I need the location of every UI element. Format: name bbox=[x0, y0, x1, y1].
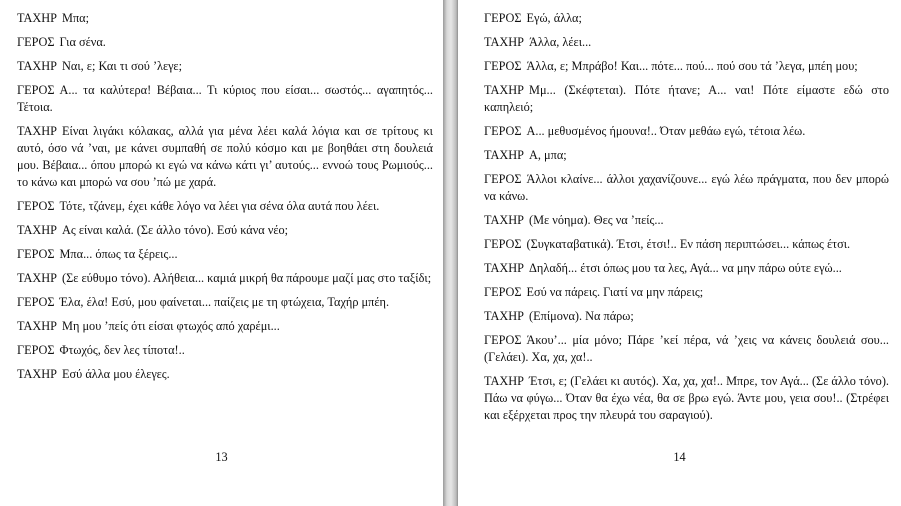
speech-text: Άκου’... μία μόνο; Πάρε ’κεί πέρα, νά ’χεις να κάνεις δουλειά σου... (Γελάει). Χα, χα, χα!.. bbox=[484, 333, 889, 364]
dialogue-line bbox=[484, 260, 889, 277]
speech-text: Εγώ, άλλα; bbox=[526, 11, 582, 25]
speaker-name: ΤΑΧΗΡ bbox=[484, 83, 525, 97]
dialogue-line bbox=[484, 58, 889, 75]
speech-text: (Με νόημα). Θες να ’πείς... bbox=[529, 213, 664, 227]
dialogue-line bbox=[17, 58, 433, 75]
speaker-name: ΤΑΧΗΡ bbox=[17, 124, 58, 138]
left-page-body bbox=[17, 10, 433, 383]
speaker-name: ΓΕΡΟΣ bbox=[17, 343, 55, 357]
speech-text: Ναι, ε; Και τι σού ’λεγε; bbox=[62, 59, 182, 73]
speech-text: Μη μου ’πείς ότι είσαι φτωχός από χαρέμι... bbox=[62, 319, 280, 333]
speech-text: Φτωχός, δεν λες τίποτα!.. bbox=[59, 343, 185, 357]
speech-text: Άλλοι κλαίνε... άλλοι χαχανίζουνε... εγώ λέω πράγματα, που δεν μπορώ να κάνω. bbox=[484, 172, 889, 203]
dialogue-line bbox=[17, 34, 433, 51]
page-number: 13 bbox=[215, 450, 228, 464]
speech-text: Α, μπα; bbox=[529, 148, 567, 162]
dialogue-line bbox=[17, 342, 433, 359]
page-13 bbox=[0, 0, 443, 506]
speaker-name: ΤΑΧΗΡ bbox=[17, 223, 58, 237]
speech-text: (Σε εύθυμο τόνο). Αλήθεια... καμιά μικρή θα πάρουμε μαζί μας στο ταξίδι; bbox=[62, 271, 432, 285]
speech-text: Μπα... όπως τα ξέρεις... bbox=[59, 247, 178, 261]
speech-text: (Επίμονα). Να πάρω; bbox=[529, 309, 634, 323]
speaker-name: ΓΕΡΟΣ bbox=[484, 124, 522, 138]
speech-text: Έλα, έλα! Εσύ, μου φαίνεται... παίζεις με τη φτώχεια, Ταχήρ μπέη. bbox=[59, 295, 390, 309]
speech-text: Ας είναι καλά. (Σε άλλο τόνο). Εσύ κάνα νέο; bbox=[62, 223, 289, 237]
speaker-name: ΤΑΧΗΡ bbox=[484, 213, 525, 227]
speaker-name: ΓΕΡΟΣ bbox=[17, 247, 55, 261]
speaker-name: ΓΕΡΟΣ bbox=[484, 237, 522, 251]
speaker-name: ΤΑΧΗΡ bbox=[17, 367, 58, 381]
speaker-name: ΤΑΧΗΡ bbox=[17, 11, 58, 25]
dialogue-line bbox=[17, 82, 433, 116]
dialogue-line bbox=[484, 212, 889, 229]
dialogue-line bbox=[17, 366, 433, 383]
speaker-name: ΓΕΡΟΣ bbox=[17, 35, 55, 49]
speaker-name: ΤΑΧΗΡ bbox=[484, 261, 525, 275]
dialogue-line bbox=[17, 10, 433, 27]
dialogue-line bbox=[484, 171, 889, 205]
right-page-body bbox=[484, 10, 889, 424]
dialogue-line bbox=[484, 82, 889, 116]
speaker-name: ΤΑΧΗΡ bbox=[17, 271, 58, 285]
speaker-name: ΓΕΡΟΣ bbox=[484, 59, 522, 73]
speaker-name: ΓΕΡΟΣ bbox=[484, 172, 522, 186]
dialogue-line bbox=[17, 222, 433, 239]
speech-text: Μπα; bbox=[62, 11, 90, 25]
speaker-name: ΤΑΧΗΡ bbox=[484, 374, 525, 388]
speech-text: Άλλα, ε; Μπράβο! Και... πότε... πού... πού σου τά ’λεγα, μπέη μου; bbox=[526, 59, 858, 73]
speaker-name: ΓΕΡΟΣ bbox=[484, 11, 522, 25]
dialogue-line bbox=[484, 10, 889, 27]
page-number: 14 bbox=[673, 450, 686, 464]
speech-text: (Συγκαταβατικά). Έτσι, έτσι!.. Εν πάση περιπτώσει... κάπως έτσι. bbox=[526, 237, 851, 251]
speaker-name: ΤΑΧΗΡ bbox=[484, 148, 525, 162]
speaker-name: ΓΕΡΟΣ bbox=[484, 285, 522, 299]
speaker-name: ΓΕΡΟΣ bbox=[17, 295, 55, 309]
speech-text: Για σένα. bbox=[59, 35, 106, 49]
page-14 bbox=[458, 0, 901, 506]
dialogue-line bbox=[17, 198, 433, 215]
speech-text: Εσύ να πάρεις. Γιατί να μην πάρεις; bbox=[526, 285, 704, 299]
dialogue-line bbox=[17, 294, 433, 311]
speech-text: Εσύ άλλα μου έλεγες. bbox=[62, 367, 170, 381]
speech-text: Έτσι, ε; (Γελάει κι αυτός). Χα, χα, χα!.. Μπρε, τον Αγά... (Σε άλλο τόνο). Πάω να φύγω... Όταν θα έχω νέα, θα σε βρω εγώ. Άντε μου, γεια σου!.. (Στρέφει και εξέρχεται προς την πλευρά του σαραγιού). bbox=[484, 374, 889, 422]
page-gutter bbox=[443, 0, 458, 506]
speaker-name: ΓΕΡΟΣ bbox=[17, 199, 55, 213]
speaker-name: ΤΑΧΗΡ bbox=[484, 35, 525, 49]
speech-text: Δηλαδή... έτσι όπως μου τα λες, Αγά... να μην πάρω ούτε εγώ... bbox=[529, 261, 842, 275]
dialogue-line bbox=[17, 123, 433, 191]
dialogue-line bbox=[484, 147, 889, 164]
speech-text: Είναι λιγάκι κόλακας, αλλά για μένα λέει καλά λόγια και σε τρίτους κι αυτό, όσο νά ’ναι, με κάνει συμπαθή σε πολύ κόσμο και με βοηθάει στη δουλειά μου. Βέβαια... όπου μπορώ κι εγώ να κάνω κάτι γι’ αυτούς... εννοώ τους Ρωμιούς... το κάνω και μπορώ να σου ’πώ με χαρά. bbox=[17, 124, 433, 189]
dialogue-line bbox=[484, 332, 889, 366]
dialogue-line bbox=[484, 284, 889, 301]
speaker-name: ΤΑΧΗΡ bbox=[17, 59, 58, 73]
speaker-name: ΤΑΧΗΡ bbox=[17, 319, 58, 333]
speaker-name: ΓΕΡΟΣ bbox=[17, 83, 55, 97]
speech-text: Α... μεθυσμένος ήμουνα!.. Όταν μεθάω εγώ, τέτοια λέω. bbox=[526, 124, 806, 138]
dialogue-line bbox=[484, 236, 889, 253]
dialogue-line bbox=[484, 123, 889, 140]
dialogue-line bbox=[484, 373, 889, 424]
speech-text: Τότε, τζάνεμ, έχει κάθε λόγο να λέει για σένα όλα αυτά που λέει. bbox=[59, 199, 380, 213]
speech-text: Άλλα, λέει... bbox=[529, 35, 592, 49]
dialogue-line bbox=[484, 308, 889, 325]
speech-text: Α... τα καλύτερα! Βέβαια... Τι κύριος που είσαι... σωστός... αγαπητός... Τέτοια. bbox=[17, 83, 433, 114]
speech-text: Μμ... (Σκέφτεται). Πότε ήτανε; Α... ναι! Πότε είμαστε εδώ στο καπηλειό; bbox=[484, 83, 889, 114]
dialogue-line bbox=[17, 270, 433, 287]
speaker-name: ΤΑΧΗΡ bbox=[484, 309, 525, 323]
speaker-name: ΓΕΡΟΣ bbox=[484, 333, 522, 347]
dialogue-line bbox=[484, 34, 889, 51]
dialogue-line bbox=[17, 246, 433, 263]
dialogue-line bbox=[17, 318, 433, 335]
